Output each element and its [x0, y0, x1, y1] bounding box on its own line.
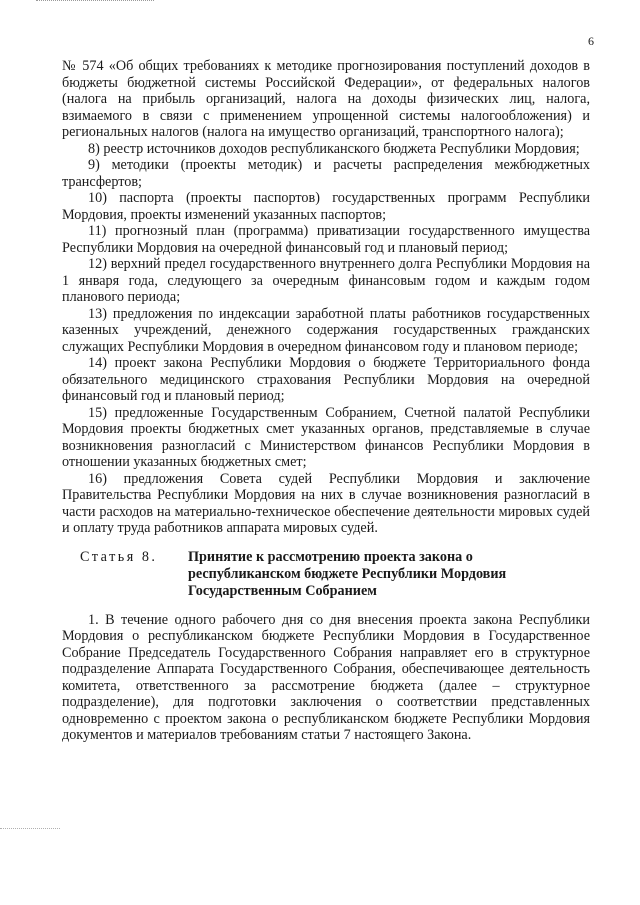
paragraph-list-before: [62, 58, 590, 537]
paragraph: 8) реестр источников доходов республиканского бюджета Республики Мордовия;: [88, 140, 580, 157]
paragraph: 13) предложения по индексации заработной платы работников государственных казенных учреждений, денежного содержания государственных гражданских служащих Республики Мордовия в очередном финансовом году и плановом периоде;: [62, 305, 590, 355]
article-title: Принятие к рассмотрению проекта закона о республиканском бюджете Республики Мордовия Государственным Собранием: [188, 548, 507, 599]
paragraph: 11) прогнозный план (программа) приватизации государственного имущества Республики Мордовия на очередной финансовый год и плановый период;: [62, 223, 590, 256]
paragraph: 14) проект закона Республики Мордовия о бюджете Территориального фонда обязательного медицинского страхования Республики Мордовия на очередной финансовый год и плановый период;: [62, 355, 590, 404]
paragraph: 9) методики (проекты методик) и расчеты распределения межбюджетных трансфертов;: [62, 157, 590, 190]
page-number: 6: [588, 34, 594, 48]
scan-artifact-top: [36, 0, 154, 7]
document-body: [62, 58, 590, 744]
paragraph: 1. В течение одного рабочего дня со дня внесения проекта закона Республики Мордовия о республиканском бюджете Республики Мордовия в Государственное Собрание Председатель Государственного Собрания направляет его в структурное подразделение Аппарата Государственного Собрания, обеспечивающее деятельность комитета, ответственного за рассмотрение бюджета (далее – структурное подразделение), для подготовки заключения о соответствии представленных одновременно с проектом закона о республиканском бюджете Республики Мордовия документов и материалов требованиям статьи 7 настоящего Закона.: [62, 611, 590, 743]
article-heading: [62, 549, 590, 600]
paragraph: 16) предложения Совета судей Республики Мордовия и заключение Правительства Республики Мордовия на них в случае возникновения разногласий в части расходов на материально-техническое обеспечение деятельности мировых судей и оплату труда работников аппарата мировых судей.: [62, 470, 590, 536]
paragraph: 15) предложенные Государственным Собранием, Счетной палатой Республики Мордовия проекты бюджетных смет указанных органов, представляемые в случае возникновения разногласий с Министерством финансов Республики Мордовия в отношении указанных бюджетных смет;: [62, 404, 590, 470]
paragraph: 10) паспорта (проекты паспортов) государственных программ Республики Мордовия, проекты изменений указанных паспортов;: [62, 190, 590, 223]
paragraph: 12) верхний предел государственного внутреннего долга Республики Мордовия на 1 января года, следующего за очередным финансовым годом и каждым годом планового периода;: [62, 256, 590, 305]
paragraph-list-after: [62, 612, 590, 744]
scan-artifact-bottom: [0, 828, 60, 829]
paragraph: № 574 «Об общих требованиях к методике прогнозирования поступлений доходов в бюджеты бюджетной системы Российской Федерации», от федеральных налогов (налога на прибыль организаций, налога на доходы физических лиц, налога, взимаемого в связи с применением упрощенной системы налогообложения) и региональных налогов (налога на имущество организаций, транспортного налога);: [62, 58, 590, 140]
article-number: Статья 8.: [80, 548, 158, 565]
